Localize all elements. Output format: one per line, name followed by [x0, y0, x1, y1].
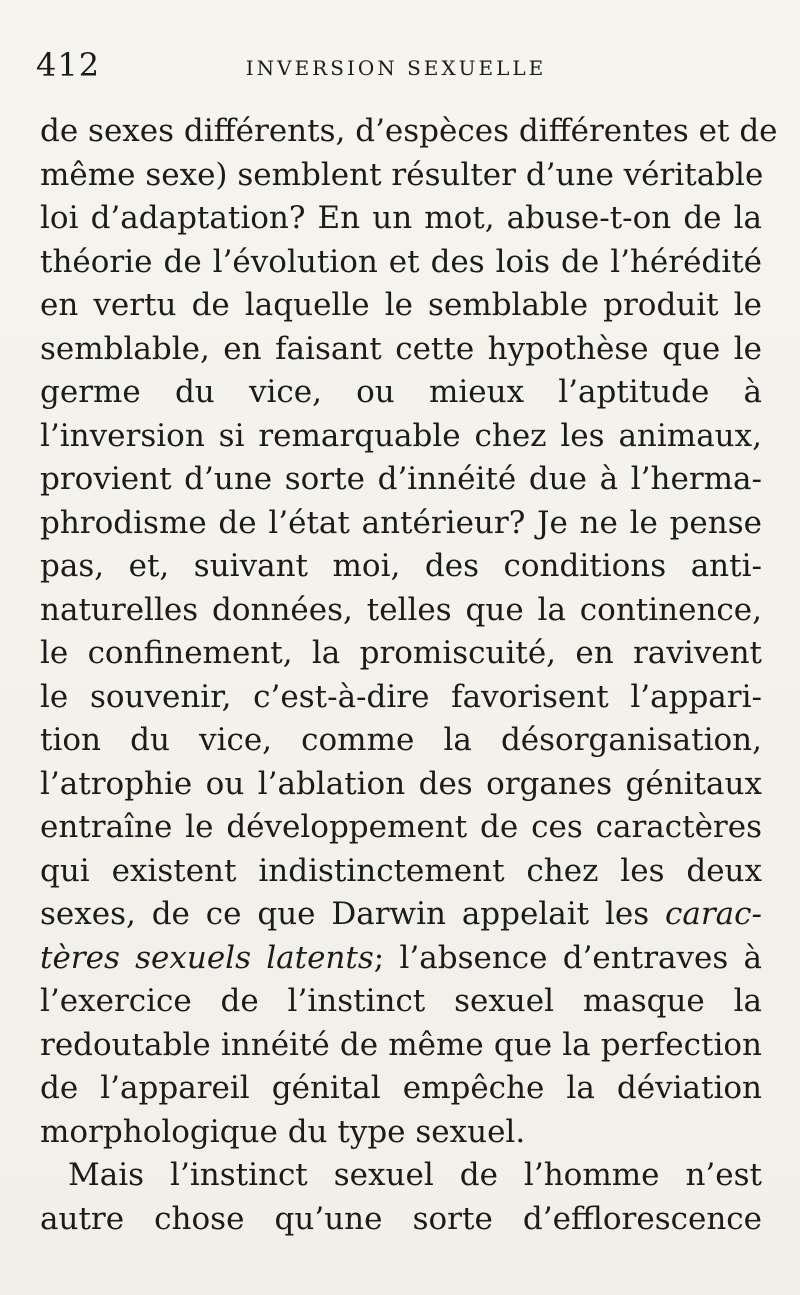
- text-line: l’inversion si remarquable chez les animaux,: [40, 417, 762, 454]
- body-text: [40, 110, 778, 1241]
- text-segment: sexes, de ce que Darwin appelait les: [40, 896, 666, 932]
- text-line: provient d’une sorte d’innéité due à l’herma-: [40, 461, 762, 497]
- text-line: l’atrophie ou l’ablation des organes génitaux: [40, 765, 762, 802]
- text-line: naturelles données, telles que la continence,: [40, 591, 762, 628]
- text-line: de l’appareil génital empêche la déviation: [40, 1070, 762, 1106]
- text-line: le confinement, la promiscuité, en ravivent: [40, 635, 762, 671]
- text-line: tion du vice, comme la désorganisation,: [40, 722, 762, 758]
- page-number: 412: [36, 46, 101, 84]
- text-line: théorie de l’évolution et des lois de l’hérédité: [40, 243, 762, 280]
- text-line: loi d’adaptation? En un mot, abuse-t-on de la: [40, 200, 762, 236]
- text-line: l’exercice de l’instinct sexuel masque la: [40, 983, 762, 1019]
- text-line: même sexe) semblent résulter d’une véritable: [40, 156, 764, 193]
- text-line: germe du vice, ou mieux l’aptitude à: [40, 374, 762, 410]
- text-line: semblable, en faisant cette hypothèse que le: [40, 330, 762, 367]
- text-line: phrodisme de l’état antérieur? Je ne le pense: [40, 504, 762, 541]
- text-line: entraîne le développement de ces caractères: [40, 809, 762, 845]
- running-title: INVERSION SEXUELLE: [245, 56, 547, 80]
- text-line: le souvenir, c’est-à-dire favorisent l’appari-: [40, 678, 762, 715]
- text-line: pas, et, suivant moi, des conditions anti-: [40, 548, 762, 584]
- paragraph-end-line: morphologique du type sexuel.: [40, 1113, 526, 1150]
- text-line: redoutable innéité de même que la perfection: [40, 1026, 762, 1063]
- text-line: de sexes différents, d’espèces différentes et de: [40, 113, 778, 149]
- text-line-mixed: [40, 937, 762, 981]
- text-line: qui existent indistinctement chez les deux: [40, 852, 762, 889]
- paragraph-start-line: Mais l’instinct sexuel de l’homme n’est: [68, 1157, 762, 1193]
- text-line: autre chose qu’une sorte d’efflorescence: [40, 1200, 762, 1237]
- italic-term: carac-: [665, 896, 762, 932]
- page-header: [36, 46, 756, 90]
- italic-term: tères sexuels latents: [40, 939, 374, 976]
- text-segment: ; l’absence d’entraves à: [373, 939, 762, 976]
- text-line-mixed: [40, 893, 762, 937]
- text-line: en vertu de laquelle le semblable produit le: [40, 287, 762, 323]
